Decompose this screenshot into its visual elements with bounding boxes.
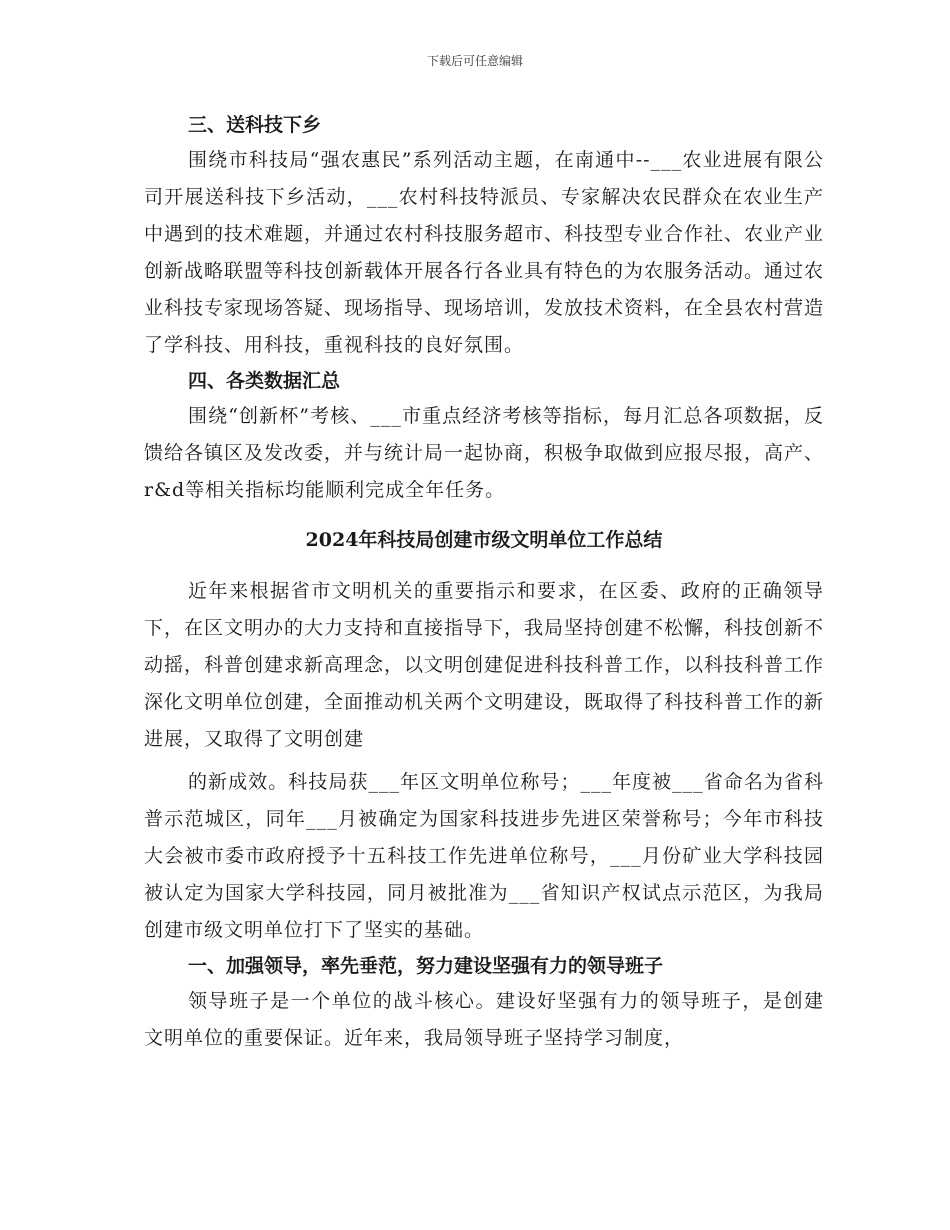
intro-paragraph-2: 的新成效。科技局获___年区文明单位称号；___年度被___省命名为省科普示范城区，同年___月被确定为国家科技进步先进区荣誉称号；今年市科技大会被市委市政府授予十五科技工作先进单位称号，___月份矿业大学科技园被认定为国家大学科技园，同月被批准为___省知识产权试点示范区，为我局创建市级文明单位打下了坚实的基础。 [144, 771, 824, 941]
section-heading-1: 一、加强领导，率先垂范，努力建设坚强有力的领导班子 [188, 955, 664, 977]
document-body [144, 108, 824, 1057]
section-heading-3: 三、送科技下乡 [188, 114, 322, 136]
section-paragraph-3: 围绕市科技局“强农惠民”系列活动主题，在南通中--___农业进展有限公司开展送科技下乡活动，___农村科技特派员、专家解决农民群众在农业生产中遇到的技术难题，并通过农村科技服务超市、科技型专业合作社、农业产业创新战略联盟等科技创新载体开展各行各业具有特色的为农服务活动。通过农业科技专家现场答疑、现场指导、现场培训，发放技术资料，在全县农村营造了学科技、用科技，重视科技的良好氛围。 [144, 149, 825, 356]
page-header-note: 下载后可任意编辑 [426, 54, 523, 68]
document-title: 2024年科技局创建市级文明单位工作总结 [305, 529, 663, 551]
section-paragraph-4: 围绕“创新杯”考核、___市重点经济考核等指标，每月汇总各项数据，反馈给各镇区及发改委，并与统计局一起协商，积极争取做到应报尽报，高产、r&d等相关指标均能顺利完成全年任务。 [144, 405, 825, 501]
section-heading-4: 四、各类数据汇总 [188, 370, 341, 392]
intro-paragraph-1: 近年来根据省市文明机关的重要指示和要求，在区委、政府的正确领导下，在区文明办的大力支持和直接指导下，我局坚持创建不松懈，科技创新不动摇，科普创建求新高理念，以文明创建促进科技科普工作，以科技科普工作深化文明单位创建，全面推动机关两个文明建设，既取得了科技科普工作的新进展，又取得了文明创建 [144, 580, 825, 750]
section-paragraph-1: 领导班子是一个单位的战斗核心。建设好坚强有力的领导班子，是创建文明单位的重要保证。近年来，我局领导班子坚持学习制度， [144, 990, 824, 1049]
